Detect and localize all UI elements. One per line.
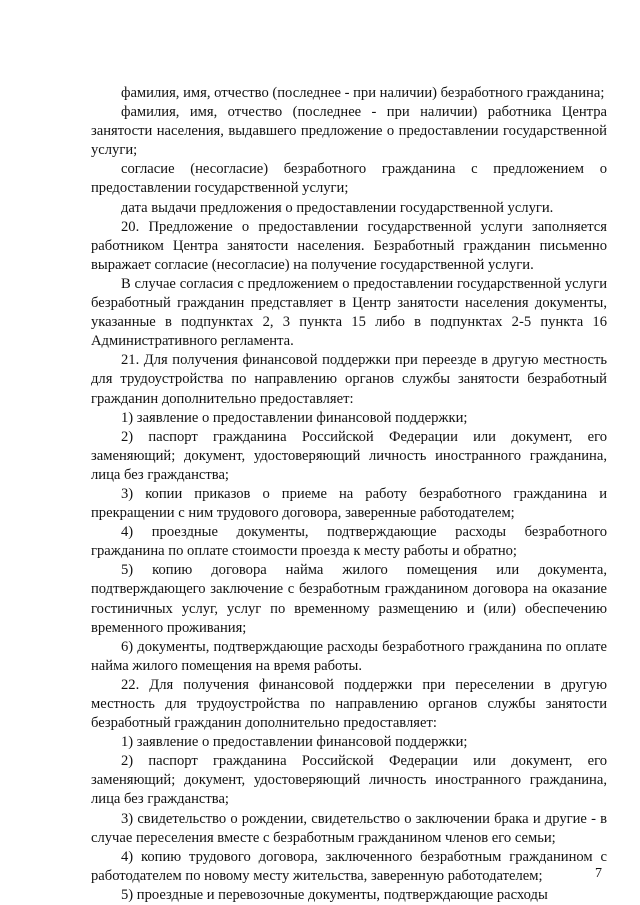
list-item-21-4: 4) проездные документы, подтверждающие расходы безработного гражданина по оплате стоимости проезда к месту работы и обратно; [91, 524, 607, 560]
list-item-21-3: 3) копии приказов о приеме на работу безработного гражданина и прекращении с ним трудового договора, заверенные работодателем; [91, 485, 607, 522]
paragraph-consent-case: В случае согласия с предложением о предоставлении государственной услуги безработный гражданин представляет в Центр занятости населения документы, указанные в подпунктах 2, 3 пункта 15 либо в подпунктах 2-5 пункта 16 Административного регламента. [91, 275, 607, 350]
paragraph-issue-date: дата выдачи предложения о предоставлении государственной услуги. [121, 199, 554, 216]
list-item-22-3: 3) свидетельство о рождении, свидетельство о заключении брака и другие - в случае переселения вместе с безработным гражданином членов его семьи; [91, 810, 607, 846]
list-item-21-5: 5) копию договора найма жилого помещения или документа, подтверждающего заключение с безработным гражданином договора на оказание гостиничных услуг, услуг по временному размещению и (или) обеспечению временного проживания; [91, 562, 607, 636]
list-item-22-1: 1) заявление о предоставлении финансовой поддержки; [121, 734, 468, 751]
list-item-22-2: 2) паспорт гражданина Российской Федерации или документ, его заменяющий; документ, удостоверяющий личность иностранного гражданина, лица без гражданства; [91, 753, 607, 808]
list-item-21-6: 6) документы, подтверждающие расходы безработного гражданина по оплате найма жилого помещения на время работы. [91, 638, 607, 674]
list-item-22-5: 5) проездные и перевозочные документы, подтверждающие расходы [121, 886, 548, 903]
paragraph-unemployed-name: фамилия, имя, отчество (последнее - при наличии) безработного гражданина; [121, 85, 605, 101]
paragraph-item-21: 21. Для получения финансовой поддержки при переезде в другую местность для трудоустройства по направлению органов службы занятости безработный гражданин дополнительно предоставляет: [91, 352, 607, 407]
page-number: 7 [595, 866, 602, 881]
list-item-21-2: 2) паспорт гражданина Российской Федерации или документ, его заменяющий; документ, удостоверяющий личность иностранного гражданина, лица без гражданства; [91, 428, 607, 483]
paragraph-item-20: 20. Предложение о предоставлении государственной услуги заполняется работником Центра занятости населения. Безработный гражданин письменно выражает согласие (несогласие) на получение государственной услуги. [91, 218, 607, 273]
document-body [91, 84, 607, 905]
list-item-21-1: 1) заявление о предоставлении финансовой поддержки; [121, 409, 468, 426]
paragraph-employee-name: фамилия, имя, отчество (последнее - при наличии) работника Центра занятости населения, выдавшего предложение о предоставлении государственной услуги; [91, 104, 607, 159]
list-item-22-4: 4) копию трудового договора, заключенного безработным гражданином с работодателем по новому месту жительства, заверенную работодателем; [91, 848, 607, 884]
paragraph-item-22: 22. Для получения финансовой поддержки при переселении в другую местность для трудоустройства по направлению органов службы занятости безработный гражданин дополнительно предоставляет: [91, 676, 607, 732]
paragraph-consent: согласие (несогласие) безработного гражданина с предложением о предоставлении государственной услуги; [91, 161, 607, 197]
